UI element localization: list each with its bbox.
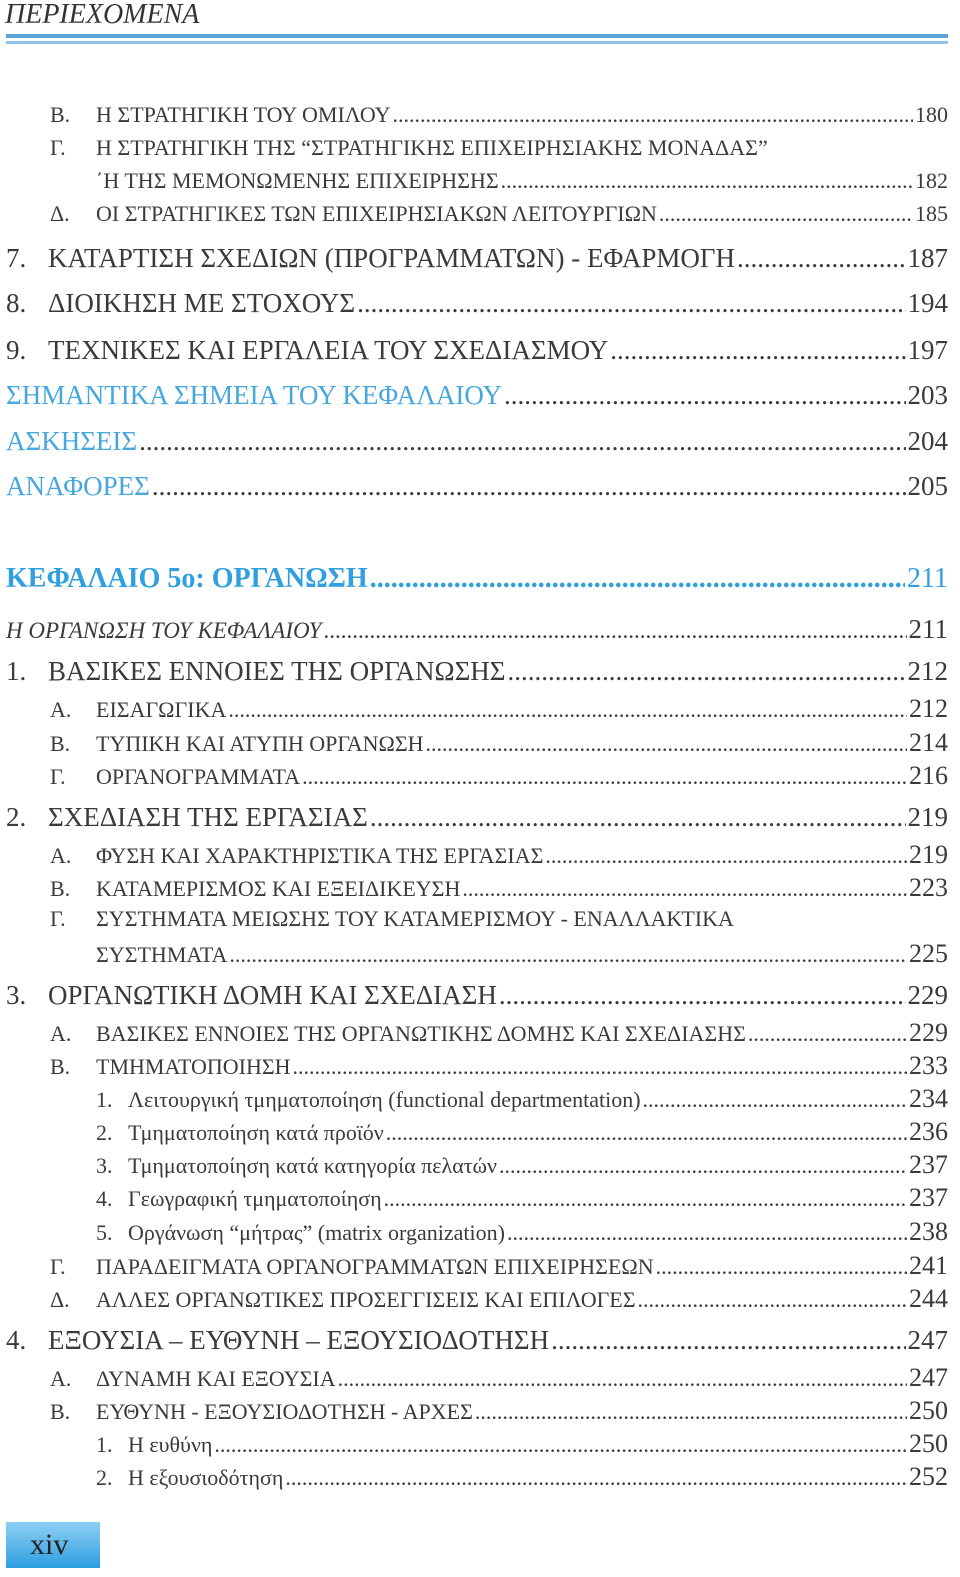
- toc-entry-title: ΣΗΜΑΝΤΙΚΑ ΣΗΜΕΙΑ ΤΟΥ ΚΕΦΑΛΑΙΟΥ: [6, 380, 502, 410]
- dot-leader: [214, 1432, 907, 1458]
- toc-entry[interactable]: [0, 1396, 948, 1426]
- toc-entry-number: 3.: [96, 1153, 113, 1178]
- dot-leader: [152, 471, 906, 502]
- toc-entry-page: 187: [907, 243, 948, 273]
- toc-entry[interactable]: [0, 168, 948, 194]
- toc-entry-title: ΟΡΓΑΝΩΤΙΚΗ ΔΟΜΗ ΚΑΙ ΣΧΕΔΙΑΣΗ: [48, 980, 497, 1010]
- toc-entry-title: Η ευθύνη: [128, 1432, 213, 1457]
- toc-entry-number: Γ.: [50, 1254, 66, 1279]
- toc-entry[interactable]: [0, 1051, 948, 1081]
- toc-entry-number: Β.: [50, 876, 71, 901]
- toc-entry-title: ΕΞΟΥΣΙΑ – ΕΥΘΥΝΗ – ΕΞΟΥΣΙΟΔΟΤΗΣΗ: [48, 1325, 550, 1355]
- toc-entry-page: 219: [909, 840, 948, 869]
- toc-entry-number: 7.: [6, 243, 27, 273]
- toc-entry[interactable]: [0, 873, 948, 903]
- toc-entry-title: ΒΑΣΙΚΕΣ ΕΝΝΟΙΕΣ ΤΗΣ ΟΡΓΑΝΩΤΙΚΗΣ ΔΟΜΗΣ ΚΑΙ ΣΧΕΔΙΑΣΗΣ: [96, 1021, 746, 1046]
- toc-entry-title: ΤΥΠΙΚΗ ΚΑΙ ΑΤΥΠΗ ΟΡΓΑΝΩΣΗ: [96, 731, 424, 756]
- toc-entry-number: 9.: [6, 335, 27, 365]
- toc-entry[interactable]: [0, 761, 948, 791]
- toc-entry[interactable]: [0, 1363, 948, 1393]
- toc-entry-number: 8.: [6, 288, 27, 318]
- toc-entry-page: 229: [907, 980, 948, 1010]
- toc-entry[interactable]: [0, 656, 948, 687]
- toc-entry-title: ΣΥΣΤΗΜΑΤΑ ΜΕΙΩΣΗΣ ΤΟΥ ΚΑΤΑΜΕΡΙΣΜΟΥ - ΕΝΑΛΛΑΚΤΙΚΑ: [96, 906, 734, 931]
- dot-leader: [610, 335, 905, 366]
- dot-leader: [357, 288, 905, 319]
- toc-entry-title: ΑΣΚΗΣΕΙΣ: [6, 426, 138, 456]
- toc-entry[interactable]: [0, 1084, 948, 1114]
- dot-leader: [393, 102, 914, 128]
- toc-entry-page: 185: [915, 201, 948, 226]
- toc-entry[interactable]: [0, 1018, 948, 1048]
- toc-entry-number: 1.: [96, 1087, 113, 1112]
- toc-entry-chapter-overview[interactable]: [0, 614, 948, 645]
- toc-entry[interactable]: [0, 980, 948, 1011]
- dot-leader: [370, 802, 906, 833]
- toc-entry-page: 214: [909, 728, 948, 757]
- toc-entry[interactable]: [0, 728, 948, 758]
- toc-entry-title: ΚΑΤΑΡΤΙΣΗ ΣΧΕΔΙΩΝ (ΠΡΟΓΡΑΜΜΑΤΩΝ) - ΕΦΑΡΜΟΓΗ: [48, 243, 736, 273]
- toc-entry-page: 211: [907, 563, 948, 594]
- toc-entry-page: 180: [915, 102, 948, 127]
- toc-entry-page: 203: [907, 380, 948, 410]
- toc-entry[interactable]: [0, 102, 948, 128]
- toc-entry-page: 250: [909, 1429, 948, 1458]
- dot-leader: [656, 1254, 907, 1280]
- toc-entry-title: ΚΑΤΑΜΕΡΙΣΜΟΣ ΚΑΙ ΕΞΕΙΔΙΚΕΥΣΗ: [96, 876, 461, 901]
- toc-entry-references[interactable]: [0, 471, 948, 502]
- toc-entry[interactable]: [0, 1183, 948, 1213]
- toc-entry-title: ΦΥΣΗ ΚΑΙ ΧΑΡΑΚΤΗΡΙΣΤΙΚΑ ΤΗΣ ΕΡΓΑΣΙΑΣ: [96, 843, 544, 868]
- toc-entry-page: 252: [909, 1462, 948, 1491]
- dot-leader: [293, 1054, 907, 1080]
- dot-leader: [737, 243, 905, 274]
- toc-entry-title: Η ΣΤΡΑΤΗΓΙΚΗ ΤΗΣ “ΣΤΡΑΤΗΓΙΚΗΣ ΕΠΙΧΕΙΡΗΣΙΑΚΗΣ ΜΟΝΑΔΑΣ”: [96, 135, 768, 160]
- toc-entry-number: 1.: [6, 656, 27, 686]
- chapter-title: ΚΕΦΑΛΑΙΟ 5ο: ΟΡΓΑΝΩΣΗ: [6, 563, 368, 594]
- toc-entry-number: 3.: [6, 980, 27, 1010]
- toc-entry-page: 250: [909, 1396, 948, 1425]
- toc-entry-number: Α.: [50, 1021, 72, 1046]
- header-rule-top: [6, 34, 948, 38]
- toc-entry-number: Γ.: [50, 135, 66, 160]
- toc-entry-number: 4.: [96, 1186, 113, 1211]
- toc-entry-number: Δ.: [50, 1287, 70, 1312]
- toc-entry-page: 197: [907, 335, 948, 365]
- dot-leader: [501, 168, 913, 194]
- dot-leader: [386, 1120, 907, 1146]
- toc-entry-number: 1.: [96, 1432, 113, 1457]
- toc-entry-title: Τμηματοποίηση κατά κατηγορία πελατών: [128, 1153, 497, 1178]
- toc-entry[interactable]: [0, 1284, 948, 1314]
- toc-entry-number: Γ.: [50, 764, 66, 789]
- dot-leader: [228, 697, 907, 723]
- toc-entry[interactable]: [0, 288, 948, 319]
- toc-entry-title: ΕΥΘΥΝΗ - ΕΞΟΥΣΙΟΔΟΤΗΣΗ - ΑΡΧΕΣ: [96, 1399, 473, 1424]
- dot-leader: [384, 1186, 907, 1212]
- dot-leader: [462, 876, 907, 902]
- toc-entry-number: 5.: [96, 1220, 113, 1245]
- toc-entry-page: 216: [909, 761, 948, 790]
- toc-entry-title: ΤΜΗΜΑΤΟΠΟΙΗΣΗ: [96, 1054, 291, 1079]
- toc-entry-number: 4.: [6, 1325, 27, 1355]
- toc-entry-title: ΟΡΓΑΝΟΓΡΑΜΜΑΤΑ: [96, 764, 301, 789]
- toc-entry-page: 247: [907, 1325, 948, 1355]
- toc-entry-page: 212: [909, 694, 948, 723]
- toc-entry[interactable]: [0, 1325, 948, 1356]
- toc-entry-page: 205: [907, 471, 948, 501]
- dot-leader: [139, 426, 905, 457]
- dot-leader: [302, 764, 907, 790]
- dot-leader: [370, 563, 905, 595]
- toc-entry[interactable]: [0, 201, 948, 227]
- toc-entry-page: 236: [909, 1117, 948, 1146]
- running-head-title: ΠΕΡΙΕΧΟΜΕΝΑ: [5, 0, 200, 30]
- toc-entry-number: Α.: [50, 1366, 72, 1391]
- toc-entry[interactable]: [0, 939, 948, 969]
- toc-entry-page: 238: [909, 1217, 948, 1246]
- toc-entry-section-summary[interactable]: [0, 380, 948, 411]
- toc-entry[interactable]: [0, 1217, 948, 1247]
- toc-entry-title: Οργάνωση “μήτρας” (matrix organization): [128, 1220, 505, 1245]
- dot-leader: [638, 1287, 907, 1313]
- toc-entry-number: 2.: [96, 1465, 113, 1490]
- toc-entry[interactable]: [0, 906, 948, 932]
- toc-entry-title: Τμηματοποίηση κατά προϊόν: [128, 1120, 384, 1145]
- toc-entry-page: 182: [915, 168, 948, 193]
- dot-leader: [426, 731, 907, 757]
- toc-entry-title: ΑΝΑΦΟΡΕΣ: [6, 471, 150, 501]
- dot-leader: [507, 1220, 907, 1246]
- toc-entry-title: Η ΣΤΡΑΤΗΓΙΚΗ ΤΟΥ ΟΜΙΛΟΥ: [96, 102, 391, 127]
- page-number: xiv: [30, 1528, 69, 1561]
- toc-entry[interactable]: [0, 243, 948, 274]
- toc-entry-title: ΣΥΣΤΗΜΑΤΑ: [96, 942, 228, 967]
- toc-entry-title: ΔΥΝΑΜΗ ΚΑΙ ΕΞΟΥΣΙΑ: [96, 1366, 336, 1391]
- toc-entry-page: 244: [909, 1284, 948, 1313]
- dot-leader: [338, 1366, 907, 1392]
- toc-entry-title: ΣΧΕΔΙΑΣΗ ΤΗΣ ΕΡΓΑΣΙΑΣ: [48, 802, 368, 832]
- toc-entry-title: ΔΙΟΙΚΗΣΗ ΜΕ ΣΤΟΧΟΥΣ: [48, 288, 356, 318]
- toc-entry-number: Α.: [50, 697, 72, 722]
- toc-entry-title: ΑΛΛΕΣ ΟΡΓΑΝΩΤΙΚΕΣ ΠΡΟΣΕΓΓΙΣΕΙΣ ΚΑΙ ΕΠΙΛΟΓΕΣ: [96, 1287, 636, 1312]
- toc-entry-exercises[interactable]: [0, 426, 948, 457]
- toc-entry-title: ΤΕΧΝΙΚΕΣ ΚΑΙ ΕΡΓΑΛΕΙΑ ΤΟΥ ΣΧΕΔΙΑΣΜΟΥ: [48, 335, 609, 365]
- toc-entry-title: Η ΟΡΓΑΝΩΣΗ ΤΟΥ ΚΕΦΑΛΑΙΟΥ: [6, 618, 322, 643]
- dot-leader: [229, 942, 907, 968]
- dot-leader: [551, 1325, 905, 1356]
- dot-leader: [659, 201, 913, 227]
- toc-entry-page: 247: [909, 1363, 948, 1392]
- toc-entry-number: Γ.: [50, 906, 66, 931]
- toc-entry-title: Η εξουσιοδότηση: [128, 1465, 284, 1490]
- toc-entry[interactable]: [0, 1462, 948, 1492]
- toc-entry-number: 2.: [96, 1120, 113, 1145]
- toc-entry[interactable]: [0, 840, 948, 870]
- toc-entry-number: Β.: [50, 1399, 71, 1424]
- toc-entry[interactable]: [0, 1117, 948, 1147]
- toc-entry-title: Γεωγραφική τμηματοποίηση: [128, 1186, 382, 1211]
- toc-entry-page: 234: [909, 1084, 948, 1113]
- toc-entry[interactable]: [0, 1251, 948, 1281]
- toc-entry-page: 194: [907, 288, 948, 318]
- toc-entry-page: 233: [909, 1051, 948, 1080]
- toc-entry[interactable]: [0, 1150, 948, 1180]
- toc-entry-page: 229: [909, 1018, 948, 1047]
- toc-entry-number: Α.: [50, 843, 72, 868]
- toc-entry-title: ΕΙΣΑΓΩΓΙΚΑ: [96, 697, 227, 722]
- toc-entry[interactable]: [0, 694, 948, 724]
- toc-entry[interactable]: [0, 135, 948, 161]
- toc-entry-number: 2.: [6, 802, 27, 832]
- toc-entry-title: Λειτουργική τμηματοποίηση (functional departmentation): [128, 1087, 641, 1112]
- toc-entry-number: Β.: [50, 102, 71, 127]
- toc-entry-page: 225: [909, 939, 948, 968]
- toc-entry-number: Β.: [50, 731, 71, 756]
- toc-entry-title: ΟΙ ΣΤΡΑΤΗΓΙΚΕΣ ΤΩΝ ΕΠΙΧΕΙΡΗΣΙΑΚΩΝ ΛΕΙΤΟΥΡΓΙΩΝ: [96, 201, 657, 226]
- dot-leader: [323, 618, 906, 644]
- toc-entry[interactable]: [0, 335, 948, 366]
- toc-entry-page: 204: [907, 426, 948, 456]
- header-rule-bottom: [6, 41, 948, 44]
- toc-entry-number: Δ.: [50, 201, 70, 226]
- dot-leader: [508, 656, 906, 687]
- toc-entry-page: 237: [909, 1183, 948, 1212]
- toc-chapter-heading[interactable]: [0, 563, 948, 595]
- dot-leader: [643, 1087, 907, 1113]
- dot-leader: [499, 980, 906, 1011]
- dot-leader: [475, 1399, 907, 1425]
- toc-entry[interactable]: [0, 1429, 948, 1459]
- toc-entry-title: ΒΑΣΙΚΕΣ ΕΝΝΟΙΕΣ ΤΗΣ ΟΡΓΑΝΩΣΗΣ: [48, 656, 506, 686]
- toc-entry-page: 223: [909, 873, 948, 902]
- toc-entry-number: Β.: [50, 1054, 71, 1079]
- toc-entry-page: 212: [907, 656, 948, 686]
- dot-leader: [285, 1465, 907, 1491]
- toc-entry[interactable]: [0, 802, 948, 833]
- toc-entry-title: ΠΑΡΑΔΕΙΓΜΑΤΑ ΟΡΓΑΝΟΓΡΑΜΜΑΤΩΝ ΕΠΙΧΕΙΡΗΣΕΩΝ: [96, 1254, 654, 1279]
- toc-entry-page: 211: [908, 614, 948, 644]
- toc-entry-title: ΄Η ΤΗΣ ΜΕΜΟΝΩΜΕΝΗΣ ΕΠΙΧΕΙΡΗΣΗΣ: [96, 168, 499, 193]
- dot-leader: [748, 1021, 907, 1047]
- toc-entry-page: 219: [907, 802, 948, 832]
- dot-leader: [499, 1153, 907, 1179]
- toc-entry-page: 237: [909, 1150, 948, 1179]
- dot-leader: [504, 380, 906, 411]
- dot-leader: [545, 843, 907, 869]
- toc-entry-page: 241: [909, 1251, 948, 1280]
